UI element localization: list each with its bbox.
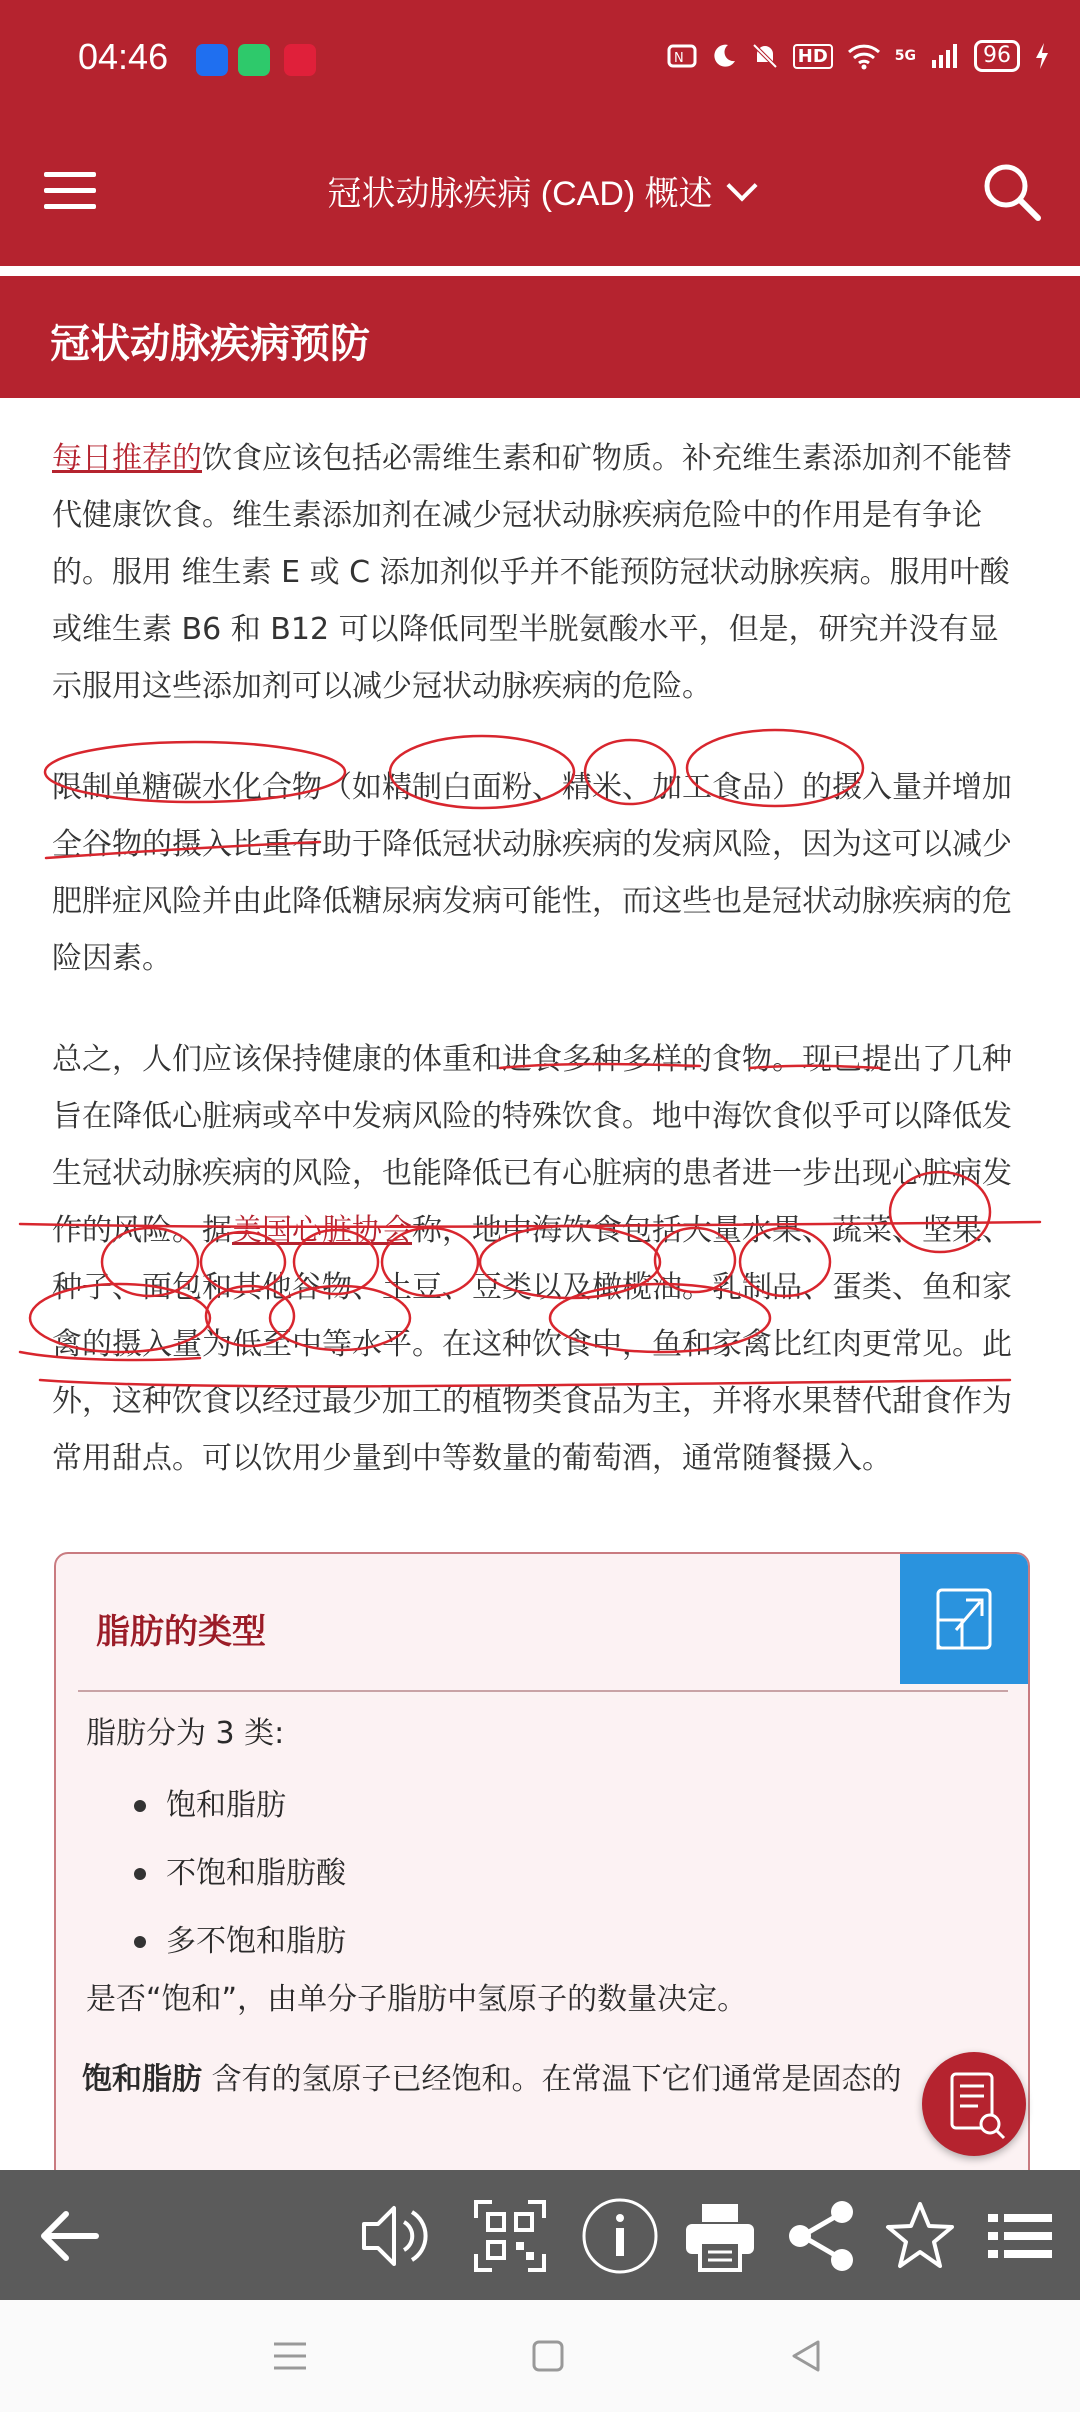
fat-types-list <box>166 1772 346 1976</box>
paragraph-text: 饮食应该包括必需维生素和矿物质。补充维生素添加剂不能替代健康饮食。维生素添加剂在减少冠状动脉疾病危险中的作用是有争论的。服用 维生素 E 或 C 添加剂似乎并不能预防冠状动脉疾病。服用叶酸或维生素 B6 和 B12 可以降低同型半胱氨酸水平，但是，研究并没有显示服用这些添加剂可以减少冠状动脉疾病的危险。 <box>52 441 1012 704</box>
document-search-icon <box>922 2052 1026 2156</box>
search-icon[interactable] <box>980 160 1044 224</box>
message-app-icon <box>196 44 228 76</box>
paragraph-text: 总之，人们应该保持健康的体重和进食多种多样的食物。现已提出了几种旨在降低心脏病或卒中发病风险的特殊饮食。地中海饮食似乎可以降低发生冠状动脉疾病的风险，也能降低已有心脏病的患者进一步出现心脏病发作的风险。据 <box>52 1042 1012 1248</box>
bottom-toolbar <box>0 2170 1080 2300</box>
charging-icon <box>1034 42 1050 70</box>
system-back-icon[interactable] <box>784 2334 828 2378</box>
star-icon[interactable] <box>880 2196 960 2276</box>
paragraph-mediterranean <box>52 1031 1022 1487</box>
signal-icon <box>930 42 960 70</box>
card-note: 是否“饱和”，由单分子脂肪中氢原子的数量决定。 <box>86 1982 748 2017</box>
app-bar <box>0 120 1080 266</box>
mute-icon <box>751 42 779 70</box>
fat-types-card <box>54 1552 1030 2196</box>
references-button[interactable] <box>922 2052 1026 2156</box>
list-icon[interactable] <box>980 2196 1060 2276</box>
chevron-down-icon <box>726 170 757 201</box>
status-time: 04:46 <box>78 36 169 77</box>
print-icon[interactable] <box>680 2196 760 2276</box>
paragraph-text: 含有的氢原子已经饱和。在常温下它们通常是固态的 <box>202 2062 902 2097</box>
recents-icon[interactable] <box>268 2334 312 2378</box>
app-title: 冠状动脉疾病 (CAD) 概述 <box>327 175 713 213</box>
expand-icon <box>900 1554 1028 1684</box>
nfc-icon <box>667 43 697 69</box>
speaker-icon[interactable] <box>356 2196 436 2276</box>
card-title: 脂肪的类型 <box>96 1612 266 1652</box>
section-title: 冠状动脉疾病预防 <box>50 321 370 367</box>
card-intro: 脂肪分为 3 类: <box>86 1716 285 1751</box>
wifi-icon <box>847 42 881 70</box>
qr-code-icon[interactable] <box>470 2196 550 2276</box>
list-item: 饱和脂肪 <box>166 1772 346 1840</box>
network-label: 5G <box>894 48 916 64</box>
moon-icon <box>711 43 737 69</box>
expand-button[interactable] <box>900 1554 1028 1684</box>
topic-dropdown[interactable] <box>0 166 1080 215</box>
home-icon[interactable] <box>526 2334 570 2378</box>
paragraph-carbs <box>52 759 1022 987</box>
saturated-fat-label: 饱和脂肪 <box>82 2062 202 2097</box>
list-item: 不饱和脂肪酸 <box>166 1840 346 1908</box>
card-divider <box>78 1690 1008 1692</box>
saturated-fat-text <box>82 2054 1012 2106</box>
paragraph-vitamins <box>52 430 1022 715</box>
system-nav-bar <box>0 2300 1080 2412</box>
share-icon[interactable] <box>782 2196 862 2276</box>
back-icon[interactable] <box>30 2196 110 2276</box>
hd-label: HD <box>793 44 833 69</box>
list-item: 多不饱和脂肪 <box>166 1908 346 1976</box>
paragraph-text: 限制单糖碳水化合物（如精制白面粉、精米、加工食品）的摄入量并增加全谷物的摄入比重有助于降低冠状动脉疾病的发病风险，因为这可以减少肥胖症风险并由此降低糖尿病发病可能性，而这些也是冠状动脉疾病的危险因素。 <box>52 770 1012 976</box>
article-body <box>52 430 1022 1531</box>
battery-indicator: 96 <box>974 40 1020 72</box>
section-header <box>0 276 1080 398</box>
info-icon[interactable] <box>580 2196 660 2276</box>
aha-link[interactable]: 美国心脏协会 <box>232 1213 412 1248</box>
status-bar <box>0 0 1080 120</box>
green-app-icon <box>238 44 270 76</box>
paragraph-text: 称，地中海饮食包括大量水果、蔬菜、坚果、种子、面包和其他谷物、土豆、豆类以及橄榄油。乳制品、蛋类、鱼和家禽的摄入量为低至中等水平。在这种饮食中，鱼和家禽比红肉更常见。此外，这种饮食以经过最少加工的植物类食品为主，并将水果替代甜食作为常用甜点。可以饮用少量到中等数量的葡萄酒，通常随餐摄入。 <box>52 1213 1012 1476</box>
status-icons <box>667 40 1050 72</box>
svg-text:N: N <box>673 51 684 66</box>
daily-recommended-link[interactable]: 每日推荐的 <box>52 441 202 476</box>
heart-app-icon <box>284 44 316 76</box>
